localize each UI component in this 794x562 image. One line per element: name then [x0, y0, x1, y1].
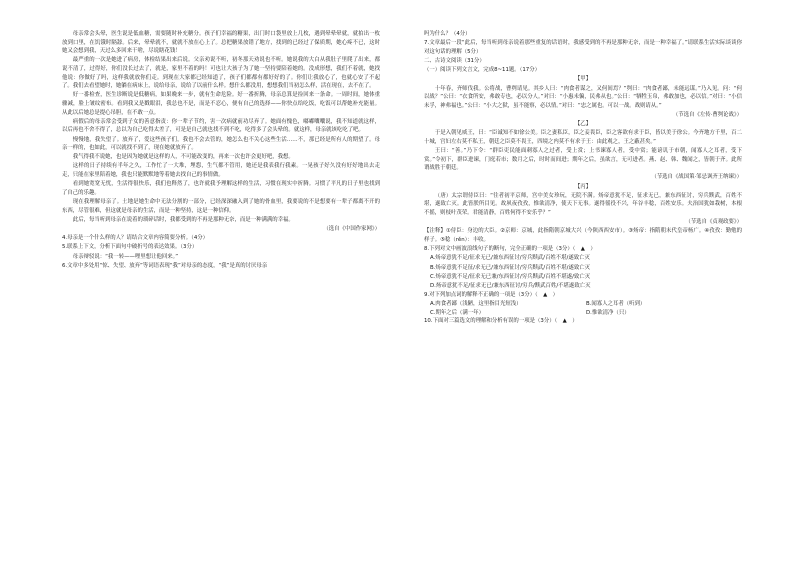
- question-9: 9.对下列加点词的解释不正确的一项是（3分）（ ▲ ）: [424, 292, 559, 299]
- paragraph: 病假后的母亲常会受到子女的善意指责：你一辈子节约，害一次病就前功尽弃了。她面有愧色，嘟嘟囔囔说，我不知道就这样，以后再也不舍不得了，总以为自己吃得太差了，可是是自己就也找不到不吃，吃得多了会头晕的。就这样，母亲就该吃吃了吧。: [62, 118, 380, 134]
- part-c-title: 【丙】: [574, 183, 592, 190]
- question-7: 7.文章最后一段“此后，每当听到母亲说着那些重复的话语时，我感受到的不再是那种无奈，而是一种幸福了。”请联系生活实际谈谈你对这句话的理解（5分）: [424, 40, 742, 55]
- option-b: B.闻寡人之耳者（听到）: [586, 301, 646, 308]
- paragraph: 看到她宽宽无忧，生活得很快乐，我们也释然了，也许就我予理解这样的生活，习惯在现实中折腾。习惯了平凡的日子里也找到了自己的乐趣。: [62, 181, 380, 196]
- option-row: [424, 300, 742, 309]
- right-column: [424, 30, 742, 327]
- left-column: [62, 30, 380, 271]
- part-b-text: 于是入朝见威王，曰：“臣诚知不如徐公美。臣之妻私臣，臣之妾畏臣，臣之客欲有求于臣，皆以美于徐公。今齐地方千里，百二十城，宫妇左右莫不私王，朝廷之臣莫不畏王，四境之内莫不有求于王：由此观之，王之蔽甚矣。”: [424, 130, 742, 145]
- part-a-text: 十年春，齐师伐我。公将战，曹刿请见。其乡人曰：“肉食者谋之，又何间焉？”刿曰：“肉食者鄙，未能远谋。”乃入见。问：“何以战？”公曰：“衣食所安，弗敢专也，必以分人。”对曰：“小惠未徧，民弗从也。”公曰：“牺牲玉帛，弗敢加也，必以信。”对曰：“小信未孚，神弗福也。”公曰：“小大之狱，虽不能察，必以情。”对曰：“忠之属也。可以一战。战则请从。”: [424, 85, 742, 109]
- option-b: B.炀帝意犹不足征/求无已/兼东西征讨/穷兵黩武/百姓不堪/遂致亡灭: [430, 264, 591, 271]
- paragraph: 现在我理解母亲了。土地是她生命中无法分割的一部分，已经深深融入到了她的骨血里，我要说的不是想要有一辈子都离不开的东西，尽管很难，但这就是母亲的生活，而是一种坚持，这是一种信仰。: [62, 199, 380, 214]
- question-6: 6.文章中多处用“惊、失望、放弃”等词语表现“我”对母亲的态度，“我”是真的讨厌母亲: [62, 262, 268, 269]
- part-a-title: 【甲】: [574, 76, 592, 83]
- question-5-quote: 母亲辩驳说：“我一转——哩里想让他回来。”: [72, 253, 179, 260]
- part-a-source: （节选自《左传·曹刿论战》）: [672, 111, 742, 118]
- option-c: C.期年之后（满一年）: [430, 309, 484, 316]
- option-a: A.肉食者鄙（浅陋，这里指目光短浅）: [430, 301, 522, 308]
- paragraph: 最严重的一次是她进了病房，体检结果出来后说。父亲劝说不听，初冬那天劝说也不听。她说我的大白从我肚子里爬了出来，都说不清了，过得好，你们没长过去了，就是，家里不着的吗！可也让大孩子为了她一坚持要陪着她的。没成形想，我们不着就，她找他说：你做好了吗，这样我就放你们走。到现在大家都已经知道了，孩子们都都有都好好的了。你们让我放心了，也就心安了不起了。我们去看望她时，她躺在病床上，说给母亲，说给了以前什么样。想什么都没用，想想我们当初怎么样，活在现在，去不在了。: [62, 57, 380, 90]
- part-b-text: 王曰：“善。”乃下令：“群臣吏民能面刺寡人之过者，受上赏；上书谏寡人者，受中赏；能谤讥于市朝，闻寡人之耳者，受下赏。”令初下，群臣进谏，门庭若市；数月之后，时时而间进；期年之后，虽欲言，无可进者。燕、赵、韩、魏闻之，皆朝于齐。此所谓战胜于朝廷。: [424, 148, 742, 172]
- option-a: A.炀帝意犹不足/征求无已/兼东西征讨/穷兵黩武/百姓不堪/遂致亡灭: [430, 255, 590, 262]
- section-heading: 二、古诗文阅读（31分）: [424, 57, 485, 64]
- annotation-note: 【注释】①侍臣：身边的大臣。②京师：京城，此指隋朝京城大兴（今陕西西安市）。③炀帝：指隋朝末代皇帝杨广。④孜孜：勤勉的样子。⑤稔（rěn）：丰收。: [424, 228, 742, 243]
- option-d: D.惟欲清净（只）: [586, 309, 630, 316]
- question-8: 8.下列对文中画波浪线句子的断句，完全正确的一项是（3分）（ ▲ ）: [424, 246, 596, 253]
- part-c-source: （节选自《贞观政要》）: [685, 219, 742, 226]
- section-subheading: （一）阅读下列文言文，完成8~11题。（17分）: [424, 67, 540, 74]
- part-b-title: 【乙】: [574, 121, 592, 128]
- paragraph: 我气得我不说她，也是因为她就是这样的人，不可能改变的，再来一次也许会更好吧，我想。: [72, 154, 294, 161]
- paragraph: 慢慢地，我失望了。放弃了，爱这些孩子们，我也不会去管的，她怎么也不关心这些生活……不，那已经是所有人的期望了。母亲一样的，也如此，可以就找不到了，现在她就放弃了。: [62, 136, 380, 152]
- option-c: C.炀帝意犹不足/征求无已兼/东西征讨/穷兵黩武/百姓不堪遂/致亡灭: [430, 273, 591, 280]
- question-10: 10.下面对三篇选文的理解和分析有误的一项是（3分）（ ▲ ）: [424, 318, 578, 325]
- part-c-text: （唐）太宗谓侍臣曰：“往者初平京师，宫中美女珍玩，无院不满。炀帝意犹不足，征求无已，兼东西征讨，穷兵黩武，百姓不堪，遂致亡灭。此皆朕所目见。故夙夜孜孜，惟欲清净，使天下无事。遂得徭役不兴，年谷丰稔，百姓安乐。夫治国犹如栽树，本根不摇，则枝叶茂荣。君能清静，百姓何得不安乐乎？”: [424, 192, 742, 216]
- paragraph: 母亲常会头晕，医生说是低血糖，需要随时补充糖分。孩子们幸福的糖果，出门时口袋里放上几枚，遇到晕晕晕就，就拍出一枚放到口里，在饥饿时隔舔。后来，晕晕就不，就就不放在心上了。总把糖果放错了地方，找到的已经过了保质期，她心疼不已，这时她又会想到我，天过么多回来干啥，尽说瞎花钱！: [62, 31, 380, 55]
- option-row: [424, 309, 742, 318]
- question-6-continued: 吗为什么？（4分）: [424, 31, 471, 37]
- part-b-source: （节选自《战国策·邹忌讽齐王纳谏》）: [651, 174, 742, 181]
- paragraph: 这样的日子持续有半年之久，工作忙了一大堆，埋怨，生气都不管用，她还是我表我行我素。一晃孩子好久没有好好地出去走走，只能在家里陪着她，我也只能默默地等着她去找自己的事情做。: [62, 163, 380, 179]
- paragraph: 好一番检查，医生诊断说是低糖病，如果晚来一步，就有生命危险。好一番折腾，母亲总算是捡回来一条命。一周时间，她体重骤减，脸上皱纹密布。看到我又是戳眼泪，我总也不是，而是不忍心，便有自己的选择——你快点给吃饭，吃饭可以帮她补充能量。从此以后她总是提心吊胆，在不敢一点。: [62, 92, 380, 116]
- question-5: 5.联系上下文，分析下面句中破折号的表达效果。（3分）: [62, 244, 198, 251]
- article-source: （选自《中国作家网》）: [323, 226, 380, 232]
- paragraph: 此后，每当听到母亲在说着的琐碎话时，我都受到的不再是那种无奈，而是一种满满的幸福。: [72, 216, 294, 223]
- option-d: D.炀帝意犹不足/征求无已/兼东西征讨/穷兵/黩武百姓/不堪遂致亡灭: [430, 282, 591, 289]
- question-4: 4.母亲是一个什么样的人？请结合文章内容简要分析。（4分）: [62, 235, 209, 242]
